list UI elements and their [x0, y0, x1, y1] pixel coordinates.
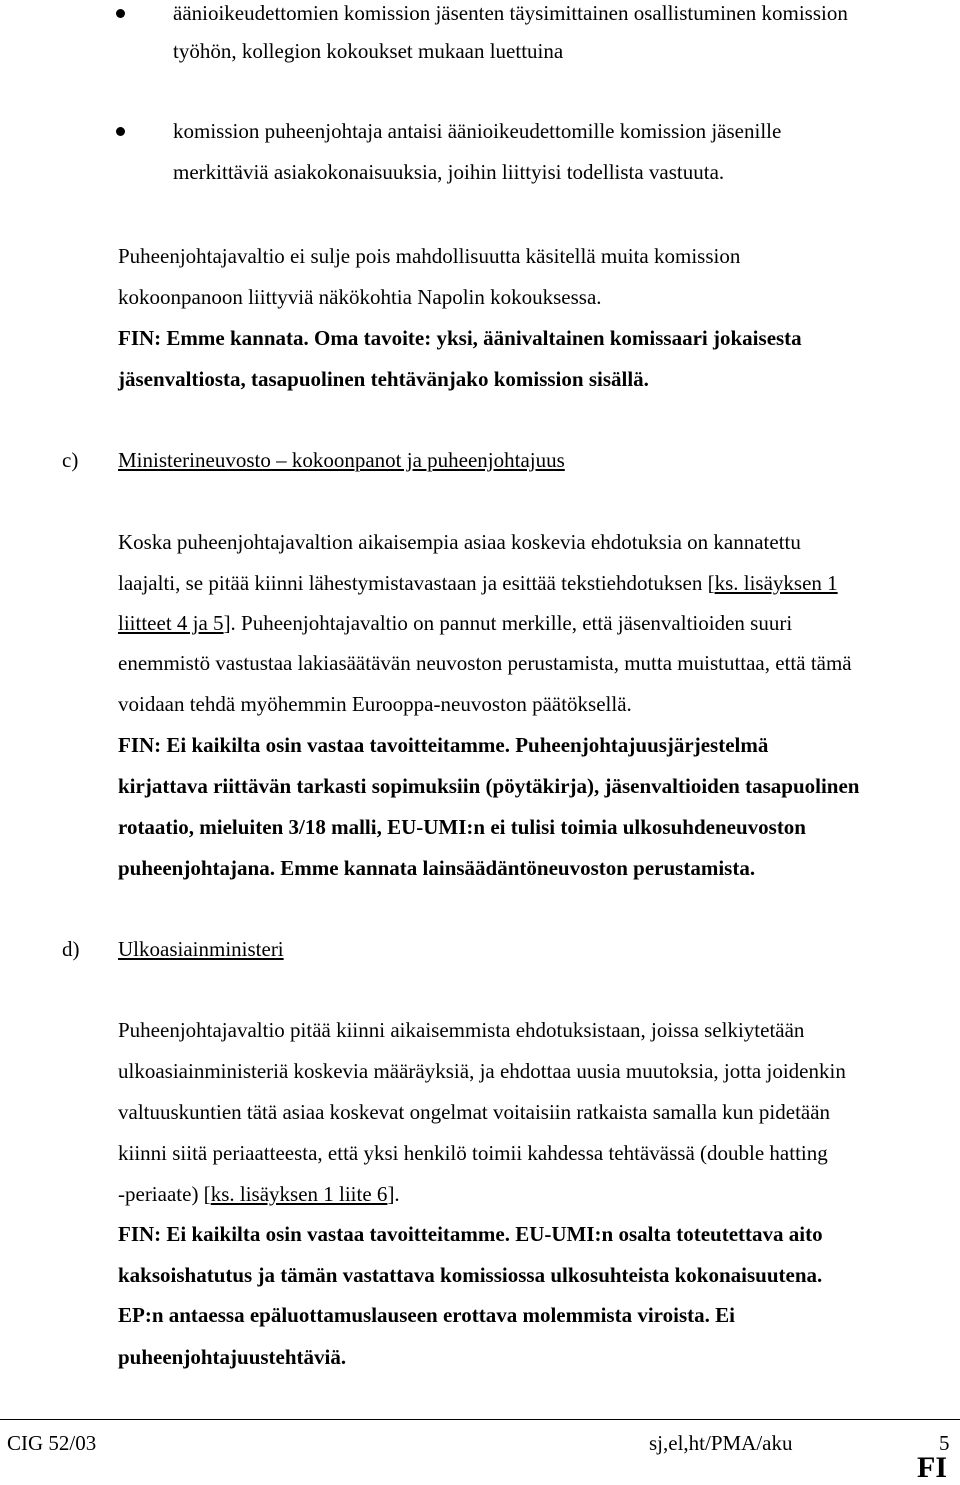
bullet-2-line-1: komission puheenjohtaja antaisi äänioikeudettomille komission jäsenille [173, 119, 782, 143]
section-c-heading: Ministerineuvosto – kokoonpanot ja puheenjohtajuus [118, 448, 565, 472]
section-d-fin-line-4: puheenjohtajuustehtäviä. [118, 1345, 347, 1369]
bullet-1-line-2: työhön, kollegion kokoukset mukaan luettuina [173, 39, 564, 63]
section-c-line-2 [118, 570, 838, 597]
section-c-fin-line-4: puheenjohtajana. Emme kannata lainsäädäntöneuvoston perustamista. [118, 856, 756, 880]
footer-page-number: 5 [939, 1431, 950, 1455]
section-d-heading: Ulkoasiainministeri [118, 937, 284, 961]
section-d-line-5-end: ]. [387, 1182, 400, 1206]
section-c-fin-line-3: rotaatio, mieluiten 3/18 malli, EU-UMI:n ei tulisi toimia ulkosuhdeneuvoston [118, 815, 806, 839]
bullet-marker [116, 127, 125, 136]
bullet-1-line-1: äänioikeudettomien komission jäsenten täysimittainen osallistuminen komission [173, 1, 848, 25]
section-d-fin-line-3: EP:n antaessa epäluottamuslauseen erottava molemmista viroista. Ei [118, 1303, 735, 1327]
section-d-fin-line-2: kaksoishatutus ja tämän vastattava komissiossa ulkosuhteista kokonaisuutena. [118, 1263, 823, 1287]
footer-initials: sj,el,ht/PMA/aku [649, 1431, 793, 1455]
annex-reference-link[interactable]: liitteet 4 ja 5 [118, 611, 224, 635]
section-d-line-5 [118, 1181, 400, 1208]
para-b-line-2: kokoonpanoon liittyviä näkökohtia Napolin kokouksessa. [118, 285, 602, 309]
section-c-line-5: voidaan tehdä myöhemmin Eurooppa-neuvoston päätöksellä. [118, 692, 632, 716]
section-c-line-2-text: laajalti, se pitää kiinni lähestymistavastaan ja esittää tekstiehdotuksen [ [118, 571, 715, 595]
annex-reference-link[interactable]: ks. lisäyksen 1 liite 6 [210, 1182, 388, 1206]
para-b-fin-line-2: jäsenvaltiosta, tasapuolinen tehtävänjako komission sisällä. [118, 367, 649, 391]
section-d-line-2: ulkoasiainministeriä koskevia määräyksiä, ja ehdottaa uusia muutoksia, jotta joidenkin [118, 1059, 846, 1083]
bullet-2-line-2: merkittäviä asiakokonaisuuksia, joihin liittyisi todellista vastuuta. [173, 160, 725, 184]
section-d-fin-line-1: FIN: Ei kaikilta osin vastaa tavoitteitamme. EU-UMI:n osalta toteutettava aito [118, 1222, 823, 1246]
section-d-line-1: Puheenjohtajavaltio pitää kiinni aikaisemmista ehdotuksistaan, joissa selkiytetään [118, 1018, 805, 1042]
section-d-letter: d) [62, 937, 80, 961]
section-c-line-3-text: ]. Puheenjohtajavaltio on pannut merkille, että jäsenvaltioiden suuri [223, 611, 793, 635]
section-c-fin-line-1: FIN: Ei kaikilta osin vastaa tavoitteitamme. Puheenjohtajuusjärjestelmä [118, 733, 769, 757]
footer-divider [0, 1419, 960, 1420]
footer-language-code: FI [917, 1451, 947, 1484]
bullet-marker [116, 9, 125, 18]
section-d-line-3: valtuuskuntien tätä asiaa koskevat ongelmat voitaisiin ratkaista samalla kun pidetään [118, 1100, 831, 1124]
section-c-line-3 [118, 610, 792, 637]
section-c-fin-line-2: kirjattava riittävän tarkasti sopimuksiin (pöytäkirja), jäsenvaltioiden tasapuolinen [118, 774, 860, 798]
section-c-letter: c) [62, 448, 79, 472]
para-b-line-1: Puheenjohtajavaltio ei sulje pois mahdollisuutta käsitellä muita komission [118, 244, 741, 268]
section-c-line-1: Koska puheenjohtajavaltion aikaisempia asiaa koskevia ehdotuksia on kannatettu [118, 530, 801, 554]
section-c-line-4: enemmistö vastustaa lakiasäätävän neuvoston perustamista, mutta muistuttaa, että tämä [118, 651, 852, 675]
section-d-line-5-text: -periaate) [ [118, 1182, 211, 1206]
annex-reference-link[interactable]: ks. lisäyksen 1 [714, 571, 838, 595]
footer-doc-ref: CIG 52/03 [7, 1431, 97, 1455]
para-b-fin-line-1: FIN: Emme kannata. Oma tavoite: yksi, äänivaltainen komissaari jokaisesta [118, 326, 802, 350]
section-d-line-4: kiinni siitä periaatteesta, että yksi henkilö toimii kahdessa tehtävässä (double hatting [118, 1141, 828, 1165]
